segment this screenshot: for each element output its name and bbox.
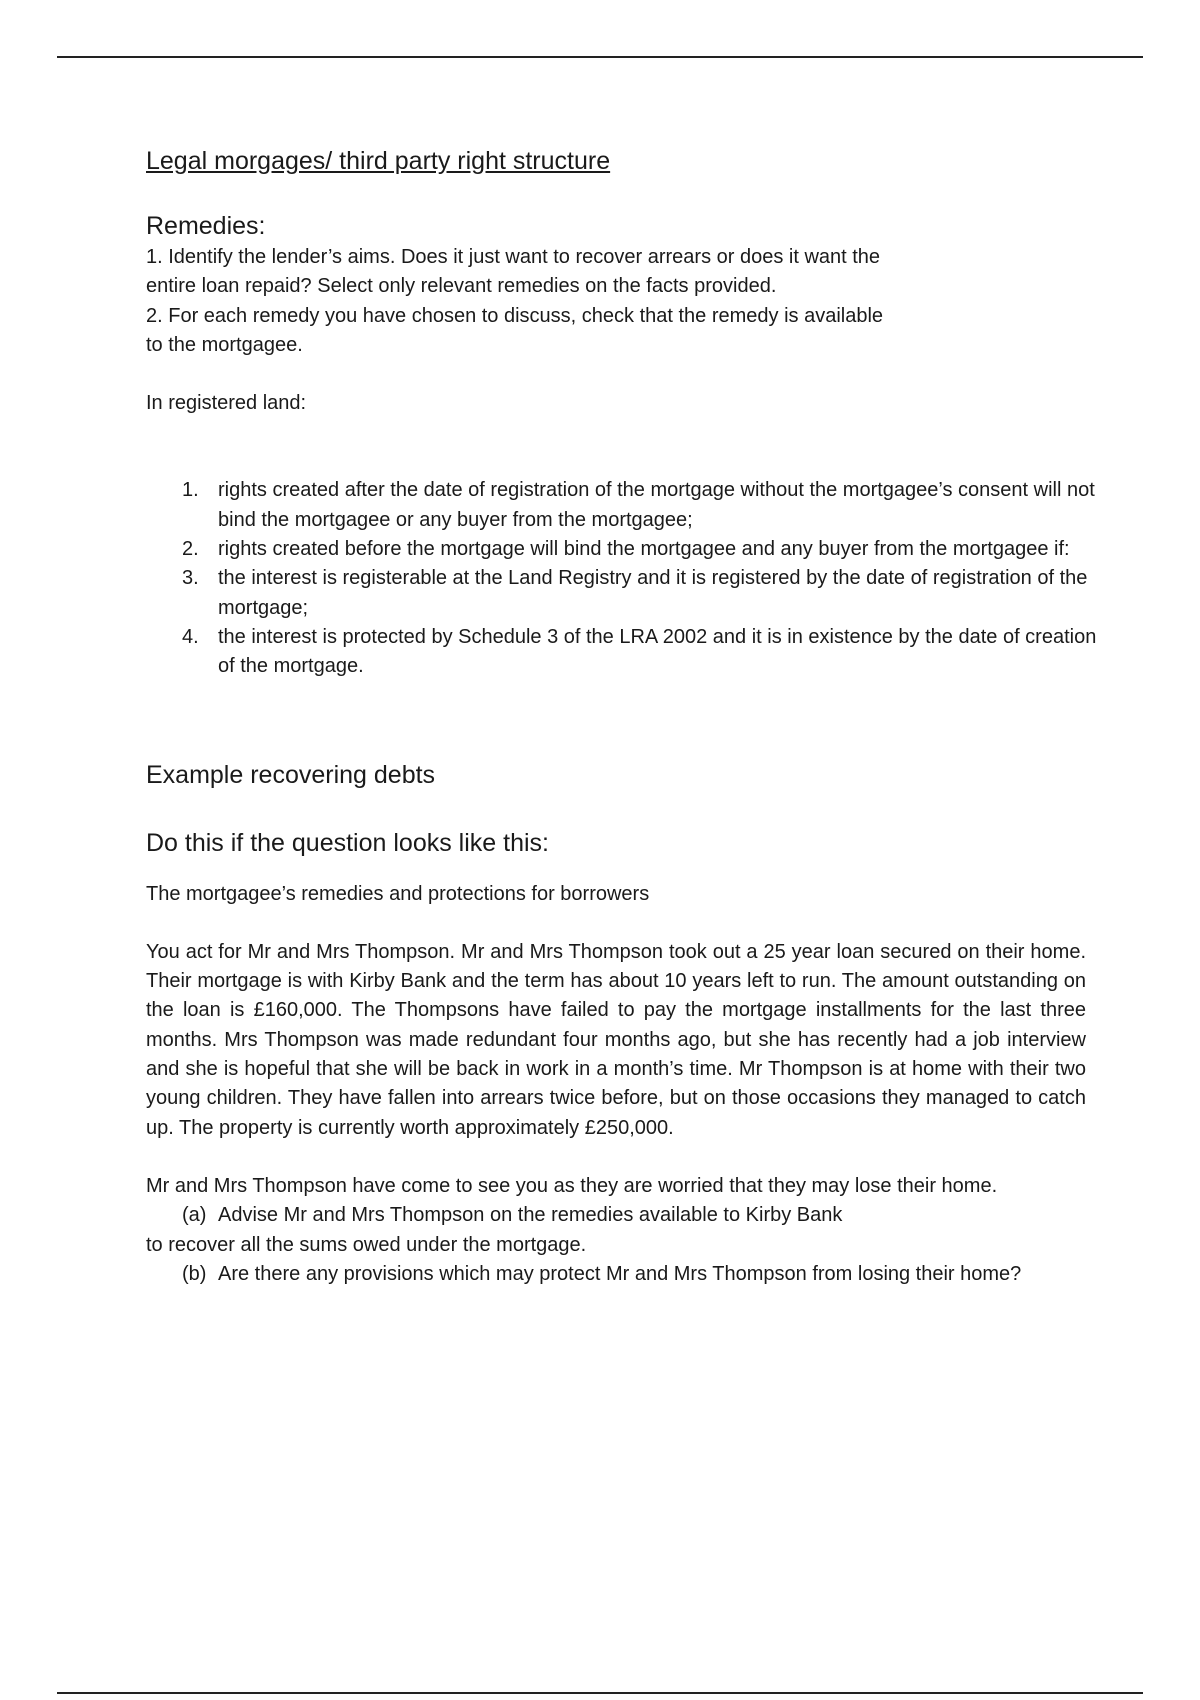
remedies-point-2: 2. For each remedy you have chosen to discuss, check that the remedy is available to the mortgagee. [146,304,884,356]
bottom-rule [57,1692,1143,1694]
remedies-heading: Remedies: [146,212,266,240]
document-body [146,144,1106,1289]
question-b [146,1260,1098,1289]
list-text: rights created after the date of registration of the mortgage without the mortgagee’s consent will not bind the mortgagee or any buyer from the mortgagee; [218,479,1095,531]
question-a [146,1201,1106,1230]
list-item [146,535,1106,564]
list-number: 4. [182,625,199,648]
registered-land-intro: In registered land: [146,392,307,415]
question-a-continuation: to recover all the sums owed under the mortgage. [146,1233,587,1256]
question-a-label: (a) [182,1204,207,1227]
list-item [146,564,1106,623]
list-text: the interest is protected by Schedule 3 of the LRA 2002 and it is in existence by the date of creation of the mortgage. [218,625,1097,678]
question-b-label: (b) [182,1262,207,1285]
list-number: 3. [182,567,199,590]
list-item [146,623,1106,682]
question-a-text: Advise Mr and Mrs Thompson on the remedies available to Kirby Bank [218,1204,843,1227]
document-title: Legal morgages/ third party right structure [146,147,611,175]
example-topic: The mortgagee’s remedies and protections for borrowers [146,882,650,905]
list-number: 1. [182,479,199,502]
example-concern: Mr and Mrs Thompson have come to see you as they are worried that they may lose their home. [146,1174,998,1197]
list-text: the interest is registerable at the Land Registry and it is registered by the date of registration of the mortgage; [218,567,1088,619]
remedies-point-1: 1. Identify the lender’s aims. Does it just want to recover arrears or does it want the entire loan repaid? Select only relevant remedies on the facts provided. [146,246,881,298]
registered-land-list [146,476,1106,681]
example-subheading: Do this if the question looks like this: [146,828,549,857]
example-scenario: You act for Mr and Mrs Thompson. Mr and Mrs Thompson took out a 25 year loan secured on their home. Their mortgage is with Kirby Bank and the term has about 10 years left to run. The amount outstanding on the loan is £160,000. The Thompsons have failed to pay the mortgage installments for the last three months. Mrs Thompson was made redundant four months ago, but she has recently had a job interview and she is hopeful that she will be back in work in a month’s time. Mr Thompson is at home with their two young children. They have fallen into arrears twice before, but on those occasions they managed to catch up. The property is currently worth approximately £250,000. [146,940,1086,1139]
top-rule [57,56,1143,58]
example-heading: Example recovering debts [146,760,436,789]
list-number: 2. [182,538,199,561]
list-item [146,476,1106,535]
question-b-text: Are there any provisions which may protect Mr and Mrs Thompson from losing their home? [218,1262,1022,1285]
list-text: rights created before the mortgage will bind the mortgagee and any buyer from the mortgagee if: [218,538,1070,561]
